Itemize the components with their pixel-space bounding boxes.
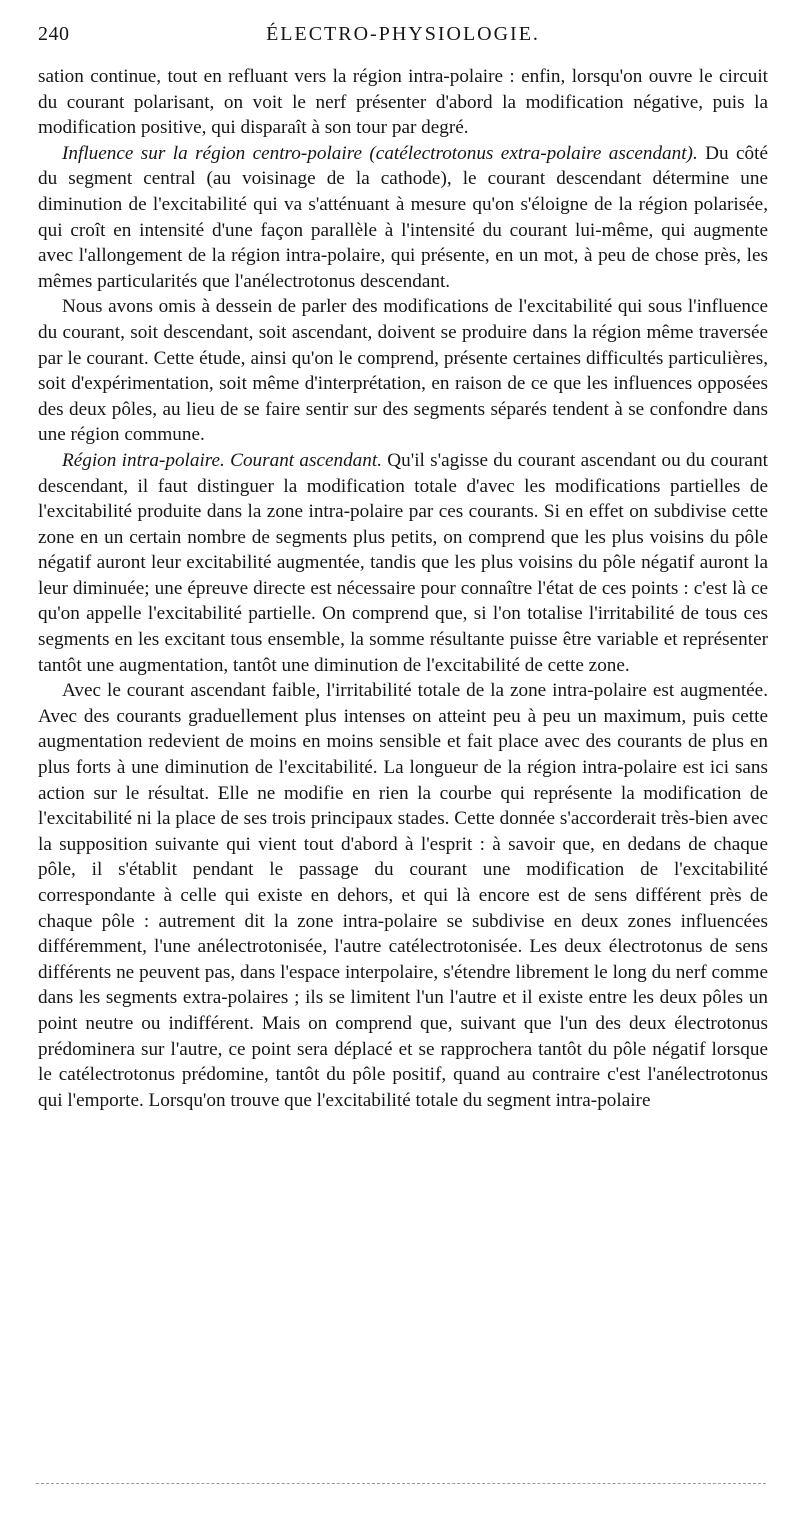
book-page [38,22,768,1113]
paragraph-2-text: Du côté du segment central (au voisinage de la cathode), le courant descendant détermine une diminution de l'excitabilité qui va s'atténuant à mesure qu'on s'éloigne de la région polarisée, qui croît en intensité d'une façon parallèle à l'intensité du courant lui-même, qui augmente avec l'allongement de la région intra-polaire, qui présente, en un mot, à peu de chose près, les mêmes particularités que l'anélectrotonus descendant. [38,142,768,292]
paragraph-5: Avec le courant ascendant faible, l'irritabilité totale de la zone intra-polaire est augmentée. Avec des courants graduellement plus intenses on atteint peu à peu un maximum, puis cette augmentation redevient de moins en moins sensible et fait place avec des courants de plus en plus forts à une diminution de l'excitabilité. La longueur de la région intra-polaire est ici sans action sur le résultat. Elle ne modifie en rien la courbe qui représente la modification de l'excitabilité ni la place de ses trois principaux stades. Cette donnée s'accorderait très-bien avec la supposition suivante qui vient tout d'abord à l'esprit : à savoir que, en dedans de chaque pôle, il s'établit pendant le passage du courant une modification de l'excitabilité correspondante à celle qui existe en dehors, et qui là encore est de sens différent près de chaque pôle : autrement dit la zone intra-polaire se subdivise en deux zones influencées différemment, l'une anélectrotonisée, l'autre catélectrotonisée. Les deux électrotonus de sens différents ne peuvent pas, dans l'espace interpolaire, s'étendre librement le long du nerf comme dans les segments extra-polaires ; ils se limitent l'un l'autre et il existe entre les deux pôles un point neutre ou indifférent. Mais on comprend que, suivant que l'un des deux électrotonus prédominera sur l'autre, ce point sera déplacé et se rapprochera tantôt du pôle négatif lorsque le catélectrotonus prédomine, tantôt du pôle positif, quand au contraire c'est l'anélectrotonus qui l'emporte. Lorsqu'on trouve que l'excitabilité totale du segment intra-polaire [38,680,768,1111]
section-heading-centro-polaire: Influence sur la région centro-polaire (catélectrotonus extra-polaire ascendant). [62,142,698,164]
paragraph-1: sation continue, tout en refluant vers la région intra-polaire : enfin, lorsqu'on ouvre le circuit du courant polarisant, on voit le nerf présenter d'abord la modification négative, puis la modification positive, qui disparaît à son tour par degré. [38,66,768,139]
paragraph-3: Nous avons omis à dessein de parler des modifications de l'excitabilité qui sous l'influence du courant, soit descendant, soit ascendant, doivent se produire dans la région même traversée par le courant. Cette étude, ainsi qu'on le comprend, présente certaines difficultés particulières, soit d'expérimentation, soit même d'interprétation, en raison de ce que les influences opposées des deux pôles, au lieu de se faire sentir sur des segments séparés tendent à se confondre dans une région commune. [38,296,768,446]
paragraph-2 [38,141,768,295]
paragraph-4-text: Qu'il s'agisse du courant ascendant ou du courant descendant, il faut distinguer la modification totale d'avec les modifications partielles de l'excitabilité produite dans la zone intra-polaire par ces courants. Si en effet on subdivise cette zone en un certain nombre de segments plus petits, on comprend que les plus voisins du pôle négatif auront leur excitabilité augmentée, tandis que les plus voisins du pôle négatif auront la leur diminuée; une épreuve directe est nécessaire pour connaître l'état de ces points : c'est là ce qu'on appelle l'excitabilité partielle. On comprend que, si l'on totalise l'irritabilité de tous ces segments en les excitant tous ensemble, la somme résultante puisse être variable et représenter tantôt une augmentation, tantôt une diminution de l'excitabilité de cette zone. [38,449,768,676]
footer-rule [36,1483,766,1484]
page-header [38,22,768,50]
paragraph-4 [38,448,768,678]
section-heading-intra-polaire: Région intra-polaire. Courant ascendant. [62,449,383,471]
page-number: 240 [38,23,70,45]
running-title: ÉLECTRO-PHYSIOLOGIE. [266,23,540,45]
